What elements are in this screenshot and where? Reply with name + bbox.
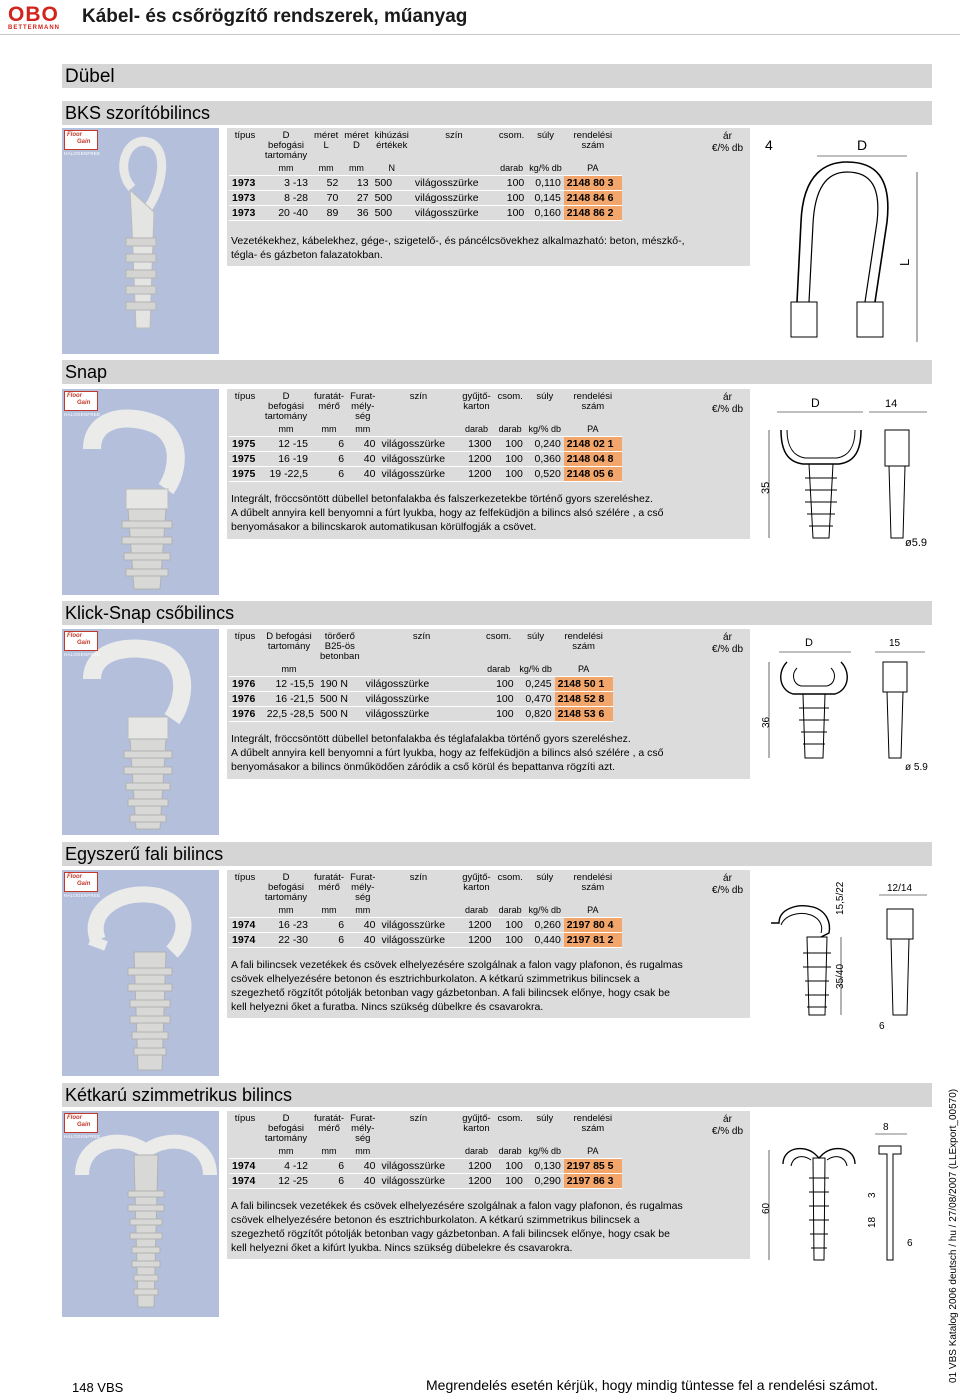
description: Vezetékekhez, kábelekhez, gége-, szigetelő-, és páncélcsövekhez alkalmazható: beton, mészkő-, tégla- és gázbeton falazatokban. xyxy=(231,235,685,261)
table-row: 1973 3 -13 52 13 500 világosszürke 100 0,110 2148 80 3 xyxy=(229,176,622,191)
order-number: 2148 50 1 xyxy=(555,677,613,692)
order-number: 2148 86 2 xyxy=(564,206,622,221)
section-title: BKS szorítóbilincs xyxy=(65,103,211,123)
halogenfree-badge: Floor Gain HALOGENFREE xyxy=(64,874,101,898)
category-bar xyxy=(62,64,932,88)
spec-table-bks xyxy=(229,131,622,221)
order-number: 2148 02 1 xyxy=(564,437,622,452)
table-row: 1974 12 -25 6 40 világosszürke 1200 100 0,290 2197 86 3 xyxy=(229,1174,622,1189)
table-row: 1975 12 -15 6 40 világosszürke 1300 100 0,240 2148 02 1 xyxy=(229,437,622,452)
logo-subtext: BETTERMANN xyxy=(8,25,60,31)
section-title-bar xyxy=(62,360,932,384)
price-column: ár €/% db xyxy=(711,131,744,154)
product-image-fali-bilincs xyxy=(62,870,219,1076)
section-title-bar xyxy=(62,601,932,625)
page-title: Kábel- és csőrögzítő rendszerek, műanyag xyxy=(82,6,468,27)
dim-label: ø5.9 xyxy=(905,537,928,549)
dim-label: 18 xyxy=(867,1216,878,1228)
order-number: 2148 52 8 xyxy=(555,692,613,707)
table-header: típus D befogási tartomány furatát-mérő Furat-mély-ség szín gyűjtő-karton csom. súly rendelési szám xyxy=(234,1113,613,1144)
halogenfree-badge: Floor Gain HALOGENFREE xyxy=(64,1115,101,1139)
dim-label: 15 xyxy=(889,638,901,649)
table-row: 1975 16 -19 6 40 világosszürke 1200 100 0,360 2148 04 8 xyxy=(229,452,622,467)
obo-logo xyxy=(8,5,60,35)
dim-label: 35 xyxy=(760,481,772,494)
order-number: 2197 85 5 xyxy=(564,1159,622,1174)
page-number: 148 VBS xyxy=(72,1380,124,1395)
description: A fali bilincsek vezetékek és csövek elhelyezésére szolgálnak a falon vagy plafonon, és rugalmas csövek elhelyezésére betonon és esztrichburkolaton. A kétkarú szimmetrikus bilincsek a szegezhető rögzítőt pótolják betonban vagy gázbetonban. A fali bilincsek előnye, hogy csak be kell helyezni őket a kifúrt lyukba. Nincs szükség dübelekre és csavarokra. xyxy=(231,1200,683,1254)
dim-label: 6 xyxy=(879,1021,885,1032)
price-column: ár €/% db xyxy=(711,632,744,655)
description: A fali bilincsek vezetékek és csövek elhelyezésére szolgálnak a falon vagy plafonon, és rugalmas csövek elhelyezésére betonon és esztrichburkolaton. A kétkarú szimmetrikus bilincsek a szegezhető rögzítőt pótolják betonban vagy gázbetonban. A fali bilincsek előnye, hogy csak be kell helyezni őket a furatba. Nincs szükség dübelkre és csavarokra. xyxy=(231,959,683,1013)
order-number: 2148 53 6 xyxy=(555,707,613,722)
table-row: 1974 4 -12 6 40 világosszürke 1200 100 0,130 2197 85 5 xyxy=(229,1159,622,1174)
spec-table-ketkaru xyxy=(229,1114,622,1189)
unit-row: mm darab kg/% db PA xyxy=(229,662,613,677)
technical-drawing-fali-bilincs xyxy=(757,873,932,1033)
description: Integrált, fröccsöntött dübellel betonfalakba és falszerkezetekbe történő gyors szereléshez. A dűbelt annyira kell benyomni a fúrt lyukba, hogy az felfeküdjön a bilincs alsó szélére , a cső benyomásakor a bilincskarok automatikusan körülfogják a csövet. xyxy=(231,493,664,533)
table-row: 1974 22 -30 6 40 világosszürke 1200 100 0,440 2197 81 2 xyxy=(229,933,622,948)
header-divider xyxy=(0,34,960,35)
table-row: 1976 12 -15,5 190 N világosszürke 100 0,245 2148 50 1 xyxy=(229,677,613,692)
table-row: 1974 16 -23 6 40 világosszürke 1200 100 0,260 2197 80 4 xyxy=(229,918,622,933)
halogenfree-badge: Floor Gain HALOGENFREE xyxy=(64,633,101,657)
unit-row: mm mm mm darab darab kg/% db PA xyxy=(229,1144,622,1159)
category-title: Dübel xyxy=(65,66,115,87)
dim-label: 35/40 xyxy=(835,963,846,989)
dim-label: 6 xyxy=(907,1238,913,1249)
technical-drawing-klick-snap xyxy=(757,632,932,782)
table-header: típus D befogási tartomány törőerő B25-ös betonban szín csom. súly rendelési szám xyxy=(234,631,603,662)
order-number: 2148 05 6 xyxy=(564,467,622,482)
order-number: 2197 80 4 xyxy=(564,918,622,933)
catalog-code: 01 VBS Katalog 2006 deutsch / hu / 27/08/2007 (LLExport_00570) xyxy=(948,1088,959,1383)
order-number: 2148 84 6 xyxy=(564,191,622,206)
order-number: 2197 81 2 xyxy=(564,933,622,948)
technical-drawing-snap xyxy=(757,390,932,555)
table-row: 1976 16 -21,5 500 N világosszürke 100 0,470 2148 52 8 xyxy=(229,692,613,707)
spec-table-snap xyxy=(229,392,622,482)
dim-label: 14 xyxy=(885,398,898,410)
dim-label: 12/14 xyxy=(887,883,913,894)
spec-table-klick-snap xyxy=(229,632,613,722)
table-row: 1976 22,5 -28,5 500 N világosszürke 100 0,820 2148 53 6 xyxy=(229,707,613,722)
price-column: ár €/% db xyxy=(711,873,744,896)
footer-note: Megrendelés esetén kérjük, hogy mindig tüntesse fel a rendelési számot. xyxy=(426,1377,879,1393)
technical-drawing-bks xyxy=(757,132,932,357)
dim-label: 8 xyxy=(883,1122,889,1133)
product-image-ketkaru xyxy=(62,1111,219,1317)
dim-label: 60 xyxy=(761,1202,772,1214)
dim-label: D xyxy=(811,396,820,410)
table-header: típus D befogási tartomány furatát-mérő Furat-mély-ség szín gyűjtő-karton csom. súly rendelési szám xyxy=(234,391,613,422)
dim-label: L xyxy=(897,258,912,266)
table-header: típus D befogási tartomány furatát-mérő Furat-mély-ség szín gyűjtő-karton csom. súly rendelési szám xyxy=(234,872,613,903)
section-title-bar xyxy=(62,101,932,125)
product-image-bks xyxy=(62,128,219,354)
table-row: 1973 8 -28 70 27 500 világosszürke 100 0,145 2148 84 6 xyxy=(229,191,622,206)
halogenfree-badge: Floor Gain HALOGENFREE xyxy=(64,132,101,156)
dim-label: 15,5/22 xyxy=(835,881,846,915)
table-header: típus D befogási tartomány méret L méret D kihúzási értékek szín csom. súly rendelési szám xyxy=(234,130,613,161)
table-row: 1975 19 -22,5 6 40 világosszürke 1200 100 0,520 2148 05 6 xyxy=(229,467,622,482)
section-title: Klick-Snap csőbilincs xyxy=(65,603,235,623)
dim-label: D xyxy=(857,137,868,153)
halogenfree-badge: Floor Gain HALOGENFREE xyxy=(64,393,101,417)
product-image-snap xyxy=(62,389,219,595)
section-title-bar xyxy=(62,842,932,866)
unit-row: mm mm mm darab darab kg/% db PA xyxy=(229,422,622,437)
dim-label: D xyxy=(805,637,813,649)
dim-label: 3 xyxy=(867,1192,878,1198)
section-title: Kétkarú szimmetrikus bilincs xyxy=(65,1085,293,1105)
price-column: ár €/% db xyxy=(711,1114,744,1137)
logo-text: OBO xyxy=(8,3,59,26)
dim-label: ø 5.9 xyxy=(905,762,928,773)
price-column: ár €/% db xyxy=(711,392,744,415)
order-number: 2148 80 3 xyxy=(564,176,622,191)
dim-label: 36 xyxy=(761,716,772,728)
table-row: 1973 20 -40 89 36 500 világosszürke 100 0,160 2148 86 2 xyxy=(229,206,622,221)
description: Integrált, fröccsöntött dübellel betonfalakba és téglafalakba történő gyors szereléshez. A dűbelt annyira kell benyomni a fúrt lyukba, hogy az felfeküdjön a bilincs alsó szélére , a cső benyomásakor a bilincs önműködően záródik a cső körül és bepattanva rögzíti azt. xyxy=(231,733,664,773)
order-number: 2148 04 8 xyxy=(564,452,622,467)
section-title-bar xyxy=(62,1083,932,1107)
spec-table-fali-bilincs xyxy=(229,873,622,948)
section-title: Snap xyxy=(65,362,108,382)
technical-drawing-ketkaru xyxy=(757,1114,932,1274)
unit-row: mm mm mm darab darab kg/% db PA xyxy=(229,903,622,918)
section-title: Egyszerű fali bilincs xyxy=(65,844,224,864)
dim-label: 4 xyxy=(765,137,773,153)
product-image-klick-snap xyxy=(62,629,219,835)
unit-row: mm mm mm N darab kg/% db PA xyxy=(229,161,622,176)
order-number: 2197 86 3 xyxy=(564,1174,622,1189)
